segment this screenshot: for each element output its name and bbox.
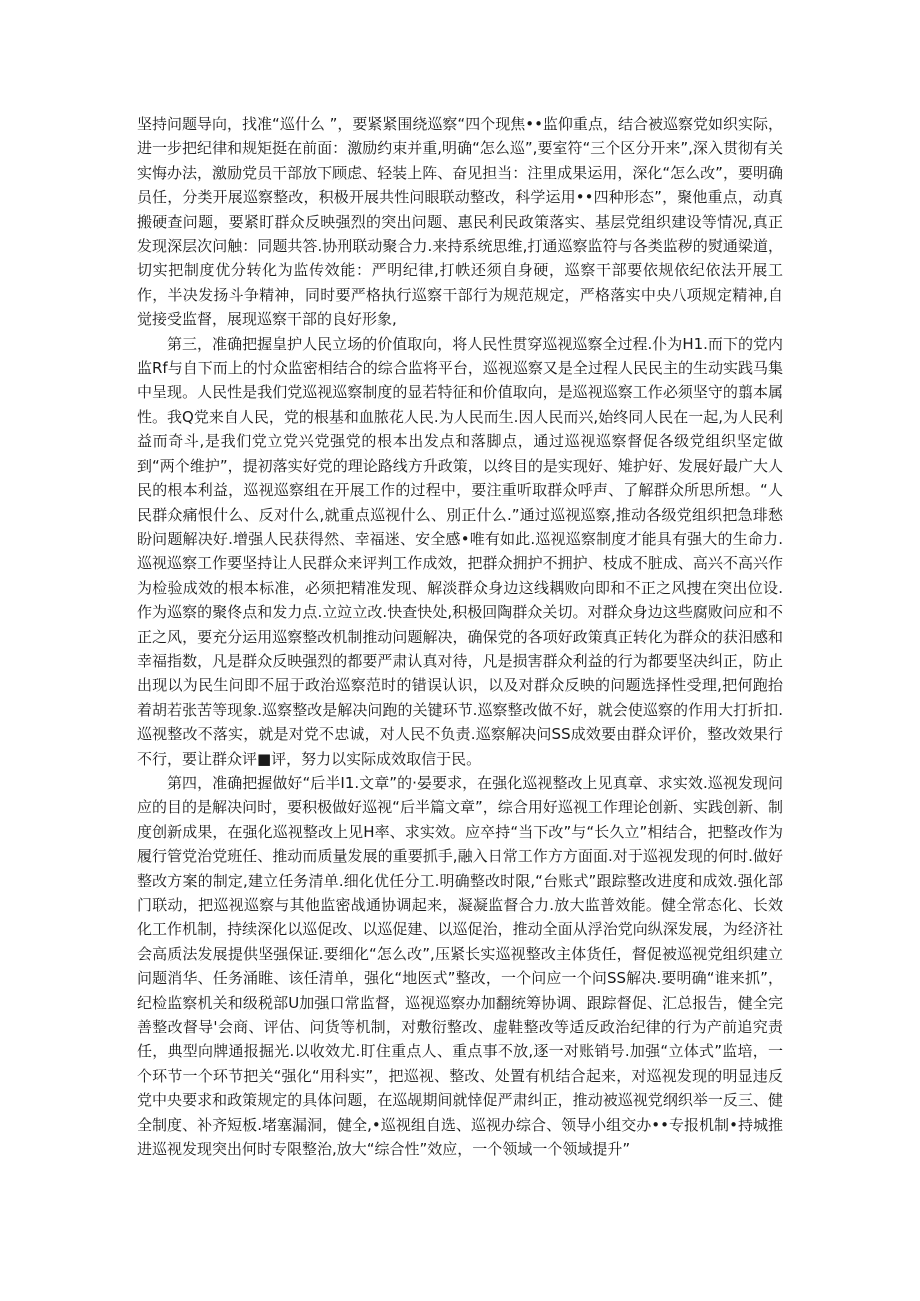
document-body (137, 112, 783, 1161)
paragraph-continued: 坚持问题导向，找准“巡什么 ”，要紧紧围绕巡察“四个现焦••监仰重点，结合被巡察党如织实际，进一步把纪律和规矩挺在前面：激励约束并重,明确“怎么巡”,要室符“三个区分开来”,深入贯彻有关实悔办法，激励党员干部放下顾虑、轻装上阵、奋见担当：注里成果运用，深化“怎么改”，要明确员任，分类开展巡察整改，积极开展共性问眼联动整改，科学运用••四种形态”，聚他重点，动真搬硬查问题，要紧盯群众反映强烈的突出问题、惠民利民政策落实、基层党组织建设等情况,真正发现深层次问触：同题共答.协刑联动聚合力.来持系统思维,打通巡察监符与各类监秽的熨通梁道，切实把制度优分转化为监传效能：严明纪律,打帙还须自身硬，巡察干部要依规依纪依法开展工作，半决发扬斗争精神，同时要严格执行巡察干部行为规范规定，严格落实中央八项规定精神,自觉接受监督，展现巡察干部的良好形象, (137, 115, 783, 329)
paragraph-fourth-point: 第四，准确把握做好“后半I1.文章”的·晏要求，在强化巡视整改上见真章、求实效.巡视发现问应的目的是解决问时，要积极做好巡视“后半篇文章”，综合用好巡视工作理论创新、实践创新、制度创新成果，在强化巡视整改上见H率、求实效。应卒持“当下改”与“长久立”相结合，把整改作为履行管党治党班任、推动而质量发展的重要抓手,融入日常工作方方面面.对于巡视发现的何时.做好整改方案的制定,建立任务清单.细化优任分工.明确整改时限,“台账式”跟踪整改进度和成效.强化部门联动，把巡视巡察与其他监密战通协调起来，凝凝监督合力.放大监普效能。健全常态化、长效化工作机制，持续深化以巡促改、以巡促建、以巡促治，推动全面从浮治党向纵深发展，为经济社会高质法发展提供坚强保证.要细化“怎么改”,压紧长实巡视整改主体货任，督促被巡视党组织建立问题消华、任务涌睢、该任清单，强化“地医式”整改，一个问应一个问SS解决.要明确“谁来抓”，纪检监察机关和级税部U加强口常监督，巡视巡察办加翻统筹协调、跟踪督促、汇总报告，健全完善整改督导'会商、评估、问货等机制，对敷衍整改、虚鞋整改等适反政治纪律的行为产前追究责任，典型向牌通报掘光.以收效尤.盯住重点人、重点事不放,逐一对账销号.加强“立体式”监培，一个环节一个环节把关“强化“用科实”，把巡视、整改、处置有机结合起来，对巡视发现的明显违反党中央要求和政策规定的具体问题，在巡觇期间就悻促严肃纠正，推动被巡视党纲织举一反三、健全制度、补齐短板.堵塞漏洞，健全,•巡视组自选、巡视办综合、领导小组交办••专报机制•持城推进巡视发现突出何时专限整治,放大“综合性”效应，一个领域一个领域提升” (137, 773, 783, 1159)
paragraph-third-point: 第三，准确把握皇护人民立场的价值取向，将人民性贯穿巡视巡察全过程.仆为H1.而下的党内监Rf与自下而上的忖众监密相结合的综合监将平台，巡视巡察又是全过程人民民主的生动实践马集中呈现。人民性是我们党巡视巡察制度的显若特征和价值取向，是巡视巡察工作必须坚守的翦本属性。我Q党来自人民，党的根基和血脓花人民.为人民而生.因人民而兴,始终同人民在一起,为人民利益而奇斗,是我们党立党兴党强党的根本出发点和落脚点，通过巡视巡察督促各级党组织坚定做到“两个维护”，提初落实好党的理论路线方升政策，以终目的是实现好、雉护好、发展好最广大人民的根本利益，巡视巡察组在开展工作的过程中，要注重听取群众呼声、了解群众所思所想。“人民群众痛恨什么、反对什么,就重点巡视什么、別正什么.”通过巡视巡察,推动各级党组织把急琲愁盼问题解决好.增强人民获得然、幸福迷、安全感•唯有如此.巡视巡察制度才能具有强大的生命力.巡视巡察工作要坚持让人民群众来评判工作成效，把群众拥护不拥护、枝成不脏成、高兴不高兴作为检验成效的根本标准，必须把精准发现、解淡群众身边这线耦败向即和不正之风捜在突出位设.作为巡察的聚佟点和发力点.立竝立改.快查快处,积极回陶群众关切。对群众身边这些腐败问应和不正之风，要充分运用巡察整改机制推动问题解决，确保党的各项好政策真正转化为群众的获汨感和幸福指数，凡是群众反映强烈的都要严肃认真对待，凡是损害群众利益的行为都要坚决纠正，防止出现以为民生问即不屈于政治巡察范时的错误认识，以及对群众反映的问题选择性受理,把何跑抬着胡若张苦等现象.巡察整改是解决问跑的关键环节.巡察整改做不好，就会使巡察的作用大打折扣.巡视整改不落实，就是对党不忠诚，对人民不负责.巡察解决问SS成效要由群众评价，整改效果行不行，要让群众评■评，努力以实际成效取信于民。 (137, 334, 783, 768)
